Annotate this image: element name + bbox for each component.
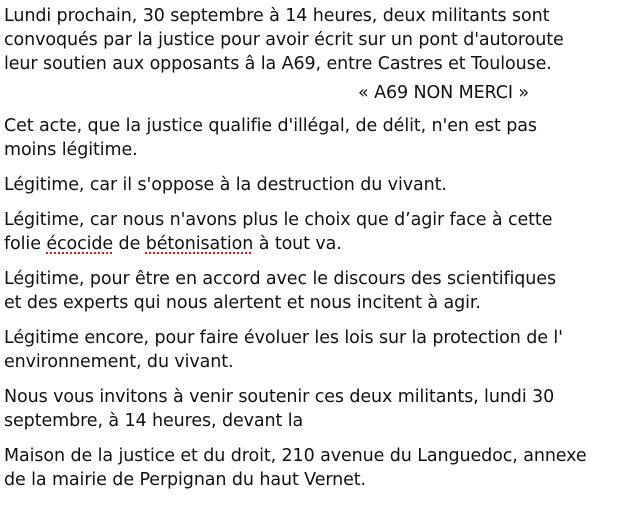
paragraph-address bbox=[4, 444, 636, 492]
text-line: Légitime, pour être en accord avec le discours des scientifiques bbox=[4, 269, 556, 289]
text-line: environnement, du vivant. bbox=[4, 352, 234, 372]
spellcheck-word[interactable]: écocide bbox=[46, 234, 114, 254]
text-line: Nous vous invitons à venir soutenir ces deux militants, lundi 30 bbox=[4, 387, 555, 407]
paragraph-legitimate-destruction bbox=[4, 173, 636, 197]
text-line: convoqués par la justice pour avoir écrit sur un pont d'autoroute bbox=[4, 30, 564, 50]
text-line: Cet acte, que la justice qualifie d'illégal, de délit, n'en est pas bbox=[4, 116, 537, 136]
text-line bbox=[4, 232, 636, 256]
text-line: Légitime, car il s'oppose à la destruction du vivant. bbox=[4, 175, 447, 195]
text-line: Lundi prochain, 30 septembre à 14 heures, deux militants sont bbox=[4, 6, 550, 26]
text-line: et des experts qui nous alertent et nous incitent à agir. bbox=[4, 293, 481, 313]
paragraph-legitimate-scientists bbox=[4, 267, 636, 315]
spellcheck-word[interactable]: bétonisation bbox=[145, 234, 254, 254]
text-fragment: de bbox=[113, 234, 146, 254]
text-line: leur soutien aux opposants â la A69, entre Castres et Toulouse. bbox=[4, 54, 552, 74]
text-line: septembre, à 14 heures, devant la bbox=[4, 411, 304, 431]
paragraph-invitation bbox=[4, 385, 636, 433]
text-fragment: folie bbox=[4, 234, 47, 254]
text-line: moins légitime. bbox=[4, 140, 138, 160]
document-body bbox=[4, 4, 636, 503]
text-line: Maison de la justice et du droit, 210 avenue du Languedoc, annexe bbox=[4, 446, 587, 466]
text-line: Légitime, car nous n'avons plus le choix que d’agir face à cette bbox=[4, 210, 553, 230]
text-line: Légitime encore, pour faire évoluer les lois sur la protection de l' bbox=[4, 328, 563, 348]
paragraph-legitimate-choice bbox=[4, 208, 636, 256]
text-line: de la mairie de Perpignan du haut Vernet. bbox=[4, 470, 367, 490]
paragraph-illegal-act bbox=[4, 114, 636, 162]
paragraph-legitimate-laws bbox=[4, 326, 636, 374]
text-fragment: à tout va. bbox=[253, 234, 342, 254]
intro-paragraph bbox=[4, 4, 636, 76]
slogan: « A69 NON MERCI » bbox=[358, 83, 529, 103]
